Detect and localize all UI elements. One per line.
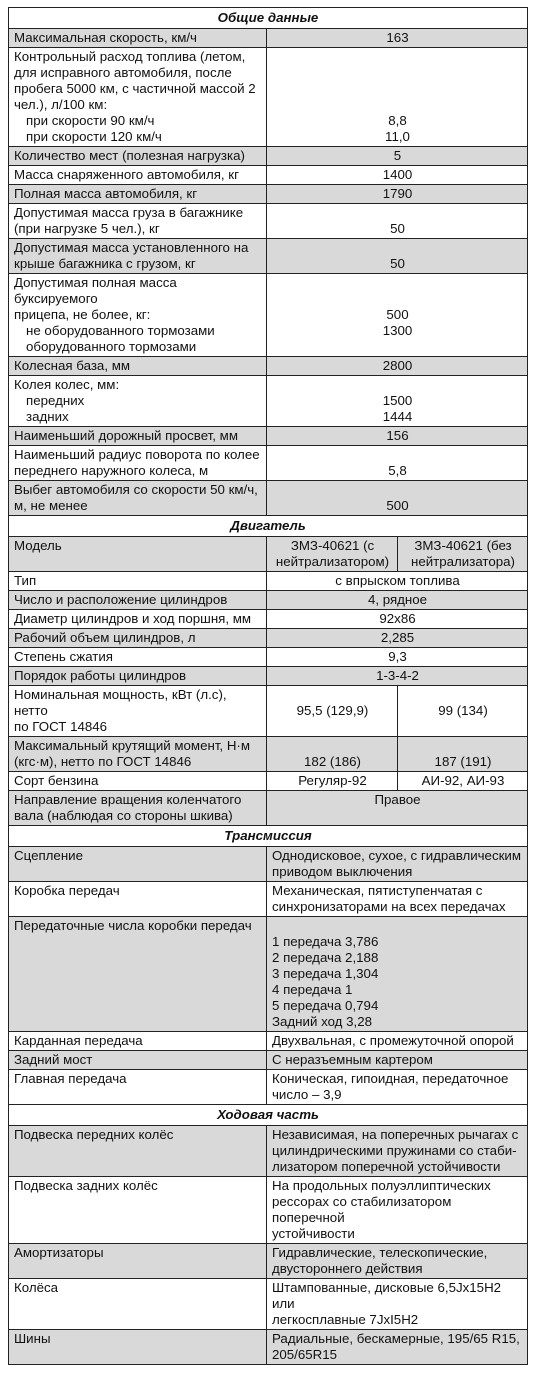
spec-label xyxy=(9,427,267,446)
cell-line: Модель xyxy=(14,538,62,553)
spec-value xyxy=(267,185,528,204)
cell-line: лизатором поперечной устойчивости xyxy=(272,1159,501,1174)
cell-line: Рабочий объем цилиндров, л xyxy=(14,630,196,645)
spec-value xyxy=(267,1126,528,1177)
spec-label xyxy=(9,648,267,667)
spec-label xyxy=(9,446,267,481)
spec-label xyxy=(9,686,267,737)
spec-label xyxy=(9,1330,267,1365)
spec-row xyxy=(9,185,528,204)
cell-line: Число и расположение цилиндров xyxy=(14,592,228,607)
cell-line: задних xyxy=(26,409,69,424)
spec-value xyxy=(267,882,528,917)
cell-line: число – 3,9 xyxy=(272,1087,342,1102)
cell-line: Диаметр цилиндров и ход поршня, мм xyxy=(14,611,252,626)
cell-line: крыше багажника с грузом, кг xyxy=(14,256,196,271)
cell-line: при скорости 120 км/ч xyxy=(26,129,162,144)
cell-line: по ГОСТ 14846 xyxy=(14,719,108,734)
spec-row xyxy=(9,572,528,591)
spec-label xyxy=(9,610,267,629)
cell-line: рессорах со стабилизатором поперечной xyxy=(272,1194,452,1225)
cell-line: 11,0 xyxy=(385,129,410,144)
cell-line xyxy=(272,49,523,65)
cell-line: 2,285 xyxy=(380,630,415,645)
spec-row xyxy=(9,1126,528,1177)
spec-row xyxy=(9,204,528,239)
spec-label xyxy=(9,537,267,572)
cell-line: Однодисковое, сухое, с гидравлическим xyxy=(272,848,521,863)
spec-label xyxy=(9,772,267,791)
cell-line: устойчивости xyxy=(272,1226,355,1241)
cell-line: 92х86 xyxy=(379,611,416,626)
spec-row xyxy=(9,648,528,667)
cell-line: при скорости 90 км/ч xyxy=(26,113,155,128)
spec-value xyxy=(267,29,528,48)
cell-line: Регуляр-92 xyxy=(298,773,367,788)
cell-line: 182 (186) xyxy=(304,754,361,769)
spec-label xyxy=(9,376,267,427)
spec-value xyxy=(267,48,528,147)
cell-line: Тип xyxy=(14,573,37,588)
cell-line xyxy=(272,687,393,703)
spec-label xyxy=(9,1177,267,1244)
spec-row xyxy=(9,629,528,648)
cell-line: синхронизаторами на всех передачах xyxy=(272,899,506,914)
spec-label xyxy=(9,357,267,376)
cell-line: Допустимая масса установленного на xyxy=(14,240,249,255)
spec-row xyxy=(9,274,528,357)
spec-label xyxy=(9,1051,267,1070)
spec-value xyxy=(267,1244,528,1279)
section-title-chassis: Ходовая часть xyxy=(9,1105,528,1126)
cell-line: передних xyxy=(26,393,85,408)
cell-line: Колесная база, мм xyxy=(14,358,131,373)
cell-line: 95,5 (129,9) xyxy=(296,703,369,718)
section-title-transmission: Трансмиссия xyxy=(9,826,528,847)
spec-label xyxy=(9,1244,267,1279)
cell-line: вала (наблюдая со стороны шкива) xyxy=(14,808,233,823)
spec-row xyxy=(9,882,528,917)
cell-line: 4, рядное xyxy=(367,592,428,607)
section-header-row xyxy=(9,8,528,29)
spec-value xyxy=(267,1070,528,1105)
cell-line: 156 xyxy=(386,428,409,443)
spec-label xyxy=(9,667,267,686)
cell-line: 1790 xyxy=(382,186,413,201)
specifications-sheet xyxy=(8,7,527,1365)
cell-line: 4 передача 1 xyxy=(272,982,353,997)
cell-line: 1 передача 3,786 xyxy=(272,934,379,949)
cell-line: Коническая, гипоидная, передаточное xyxy=(272,1071,509,1086)
spec-label xyxy=(9,166,267,185)
cell-line: Амортизаторы xyxy=(14,1245,104,1260)
spec-value-without-converter xyxy=(398,737,528,772)
cell-line: 1-3-4-2 xyxy=(376,668,419,683)
cell-line: 500 xyxy=(386,307,409,322)
cell-line: Сцепление xyxy=(14,848,83,863)
spec-value xyxy=(267,204,528,239)
cell-line: (при нагрузке 5 чел.), кг xyxy=(14,221,160,236)
spec-label xyxy=(9,917,267,1032)
cell-line: С неразъемным картером xyxy=(272,1052,433,1067)
spec-row xyxy=(9,48,528,147)
cell-line: Выбег автомобиля со скорости 50 км/ч, xyxy=(14,482,258,497)
cell-line xyxy=(272,65,523,81)
cell-line xyxy=(403,738,523,754)
cell-line: (кгс·м), нетто по ГОСТ 14846 xyxy=(14,754,192,769)
cell-line: приводом выключения xyxy=(272,864,413,879)
spec-row xyxy=(9,1244,528,1279)
spec-row xyxy=(9,537,528,572)
cell-line: переднего наружного колеса, м xyxy=(14,463,209,478)
section-title-engine: Двигатель xyxy=(9,516,528,537)
cell-line: Двухвальная, с промежуточной опорой xyxy=(272,1033,514,1048)
spec-label xyxy=(9,239,267,274)
cell-line: Порядок работы цилиндров xyxy=(14,668,187,683)
cell-line: Радиальные, бескамерные, 195/65 R15, xyxy=(272,1331,520,1346)
spec-label xyxy=(9,737,267,772)
cell-line: Колея колес, мм: xyxy=(14,377,120,392)
cell-line: Гидравлические, телескопические, xyxy=(272,1245,488,1260)
cell-line: 2 передача 2,188 xyxy=(272,950,379,965)
spec-value xyxy=(267,1177,528,1244)
cell-line: 99 (134) xyxy=(438,703,488,718)
cell-line xyxy=(272,447,523,463)
spec-row xyxy=(9,239,528,274)
spec-row xyxy=(9,591,528,610)
spec-row xyxy=(9,29,528,48)
cell-line xyxy=(272,291,523,307)
cell-line: пробега 5000 км, с частичной массой 2 xyxy=(14,81,256,96)
cell-line xyxy=(272,240,523,256)
specifications-table xyxy=(8,7,528,1365)
spec-label xyxy=(9,29,267,48)
spec-value xyxy=(267,239,528,274)
spec-label xyxy=(9,847,267,882)
spec-row xyxy=(9,610,528,629)
spec-label xyxy=(9,629,267,648)
spec-value xyxy=(267,667,528,686)
spec-row xyxy=(9,847,528,882)
spec-label xyxy=(9,48,267,147)
cell-line: Подвеска передних колёс xyxy=(14,1127,174,1142)
cell-line xyxy=(272,377,523,393)
cell-line: Механическая, пятиступенчатая с xyxy=(272,883,483,898)
cell-line xyxy=(272,81,523,97)
cell-line: Максимальная скорость, км/ч xyxy=(14,30,197,45)
cell-line: Контрольный расход топлива (летом, xyxy=(14,49,246,64)
spec-value xyxy=(267,1330,528,1365)
cell-line: Направление вращения коленчатого xyxy=(14,792,242,807)
cell-line xyxy=(272,97,523,113)
spec-value-with-converter xyxy=(267,772,398,791)
spec-value xyxy=(267,147,528,166)
cell-line: Степень сжатия xyxy=(14,649,114,664)
cell-line: м, не менее xyxy=(14,498,88,513)
spec-row xyxy=(9,737,528,772)
spec-value-without-converter xyxy=(398,772,528,791)
cell-line: Независимая, на поперечных рычагах с xyxy=(272,1127,519,1142)
cell-line: Полная масса автомобиля, кг xyxy=(14,186,198,201)
spec-row xyxy=(9,166,528,185)
spec-value-with-converter xyxy=(267,686,398,737)
spec-row xyxy=(9,1177,528,1244)
cell-line: Количество мест (полезная нагрузка) xyxy=(14,148,245,163)
spec-value xyxy=(267,1279,528,1330)
spec-value xyxy=(267,1032,528,1051)
spec-label xyxy=(9,882,267,917)
cell-line: 500 xyxy=(386,498,409,513)
spec-label xyxy=(9,274,267,357)
cell-line: 8,8 xyxy=(388,113,407,128)
spec-value xyxy=(267,376,528,427)
cell-line: На продольных полуэллиптических xyxy=(272,1178,491,1193)
cell-line: нейтрализатором) xyxy=(275,554,390,569)
cell-line: ЗМЗ-40621 (без xyxy=(414,538,512,553)
spec-row xyxy=(9,686,528,737)
spec-row xyxy=(9,917,528,1032)
section-header-row xyxy=(9,516,528,537)
spec-value-without-converter xyxy=(398,537,528,572)
spec-label xyxy=(9,1070,267,1105)
spec-row xyxy=(9,1070,528,1105)
spec-row xyxy=(9,357,528,376)
cell-line: цилиндрическими пружинами со стаби- xyxy=(272,1143,517,1158)
cell-line: 3 передача 1,304 xyxy=(272,966,379,981)
cell-line: нейтрализатора) xyxy=(411,554,515,569)
cell-line: 9,3 xyxy=(388,649,407,664)
section-header-row xyxy=(9,1105,528,1126)
spec-row xyxy=(9,791,528,826)
spec-row xyxy=(9,1032,528,1051)
cell-line: Наименьший дорожный просвет, мм xyxy=(14,428,238,443)
cell-line: Допустимая полная масса буксируемого xyxy=(14,275,177,306)
spec-value xyxy=(267,166,528,185)
cell-line: 205/65R15 xyxy=(272,1347,338,1362)
cell-line: легкосплавные 7JxI5H2 xyxy=(272,1312,419,1327)
spec-label xyxy=(9,1032,267,1051)
cell-line: АИ-92, АИ-93 xyxy=(421,773,505,788)
cell-line: 5,8 xyxy=(388,463,407,478)
spec-value xyxy=(267,446,528,481)
spec-value xyxy=(267,481,528,516)
section-title-general: Общие данные xyxy=(9,8,528,29)
spec-row xyxy=(9,481,528,516)
cell-line: Правое xyxy=(374,792,421,807)
spec-label xyxy=(9,1126,267,1177)
cell-line: 1300 xyxy=(382,323,413,338)
spec-value-with-converter xyxy=(267,737,398,772)
cell-line xyxy=(272,738,393,754)
cell-line: Задний мост xyxy=(14,1052,93,1067)
cell-line: 5 xyxy=(393,148,402,163)
cell-line: 1444 xyxy=(382,409,413,424)
spec-row xyxy=(9,1330,528,1365)
section-header-row xyxy=(9,826,528,847)
spec-value xyxy=(267,629,528,648)
cell-line: Передаточные числа коробки передач xyxy=(14,918,252,933)
spec-value xyxy=(267,648,528,667)
cell-line: с впрыском топлива xyxy=(335,573,460,588)
cell-line: Наименьший радиус поворота по колее xyxy=(14,447,260,462)
spec-label xyxy=(9,1279,267,1330)
spec-value xyxy=(267,610,528,629)
spec-label xyxy=(9,481,267,516)
spec-value xyxy=(267,274,528,357)
cell-line: Карданная передача xyxy=(14,1033,143,1048)
cell-line xyxy=(272,275,523,291)
cell-line: Максимальный крутящий момент, Н·м xyxy=(14,738,250,753)
cell-line: для исправного автомобиля, после xyxy=(14,65,232,80)
spec-value xyxy=(267,917,528,1032)
spec-row xyxy=(9,667,528,686)
cell-line: Задний ход 3,28 xyxy=(272,1014,373,1029)
cell-line: 5 передача 0,794 xyxy=(272,998,379,1013)
spec-row xyxy=(9,147,528,166)
cell-line xyxy=(403,687,523,703)
cell-line: Колёса xyxy=(14,1280,59,1295)
cell-line: ЗМЗ-40621 (с xyxy=(290,538,375,553)
spec-value xyxy=(267,591,528,610)
spec-value-with-converter xyxy=(267,537,398,572)
spec-row xyxy=(9,446,528,481)
spec-row xyxy=(9,772,528,791)
spec-label xyxy=(9,791,267,826)
cell-line: 163 xyxy=(386,30,409,45)
cell-line xyxy=(272,205,523,221)
spec-value xyxy=(267,572,528,591)
spec-row xyxy=(9,376,528,427)
spec-value xyxy=(267,427,528,446)
spec-label xyxy=(9,185,267,204)
spec-label xyxy=(9,572,267,591)
cell-line: Шины xyxy=(14,1331,51,1346)
cell-line: Масса снаряженного автомобиля, кг xyxy=(14,167,239,182)
spec-value xyxy=(267,357,528,376)
cell-line: 50 xyxy=(390,221,405,236)
cell-line: прицепа, не более, кг: xyxy=(14,307,151,322)
spec-value xyxy=(267,791,528,826)
cell-line: не оборудованного тормозами xyxy=(26,323,215,338)
cell-line: чел.), л/100 км: xyxy=(14,97,108,112)
spec-label xyxy=(9,204,267,239)
spec-row xyxy=(9,1051,528,1070)
cell-line xyxy=(272,918,523,934)
cell-line: Подвеска задних колёс xyxy=(14,1178,158,1193)
cell-line: 187 (191) xyxy=(434,754,492,769)
spec-value xyxy=(267,847,528,882)
cell-line: 50 xyxy=(390,256,405,271)
spec-value xyxy=(267,1051,528,1070)
cell-line: 1400 xyxy=(382,167,413,182)
cell-line: 2800 xyxy=(382,358,413,373)
spec-row xyxy=(9,427,528,446)
spec-row xyxy=(9,1279,528,1330)
cell-line: Штампованные, дисковые 6,5Jx15H2 или xyxy=(272,1280,502,1311)
cell-line: двустороннего действия xyxy=(272,1261,423,1276)
cell-line: Допустимая масса груза в багажнике xyxy=(14,205,244,220)
cell-line: Главная передача xyxy=(14,1071,127,1086)
spec-label xyxy=(9,147,267,166)
cell-line: Коробка передач xyxy=(14,883,120,898)
cell-line: Сорт бензина xyxy=(14,773,99,788)
cell-line: 1500 xyxy=(382,393,413,408)
spec-label xyxy=(9,591,267,610)
cell-line: оборудованного тормозами xyxy=(26,339,197,354)
spec-value-without-converter xyxy=(398,686,528,737)
cell-line xyxy=(272,482,523,498)
cell-line: Номинальная мощность, кВт (л.с), нетто xyxy=(14,687,227,718)
